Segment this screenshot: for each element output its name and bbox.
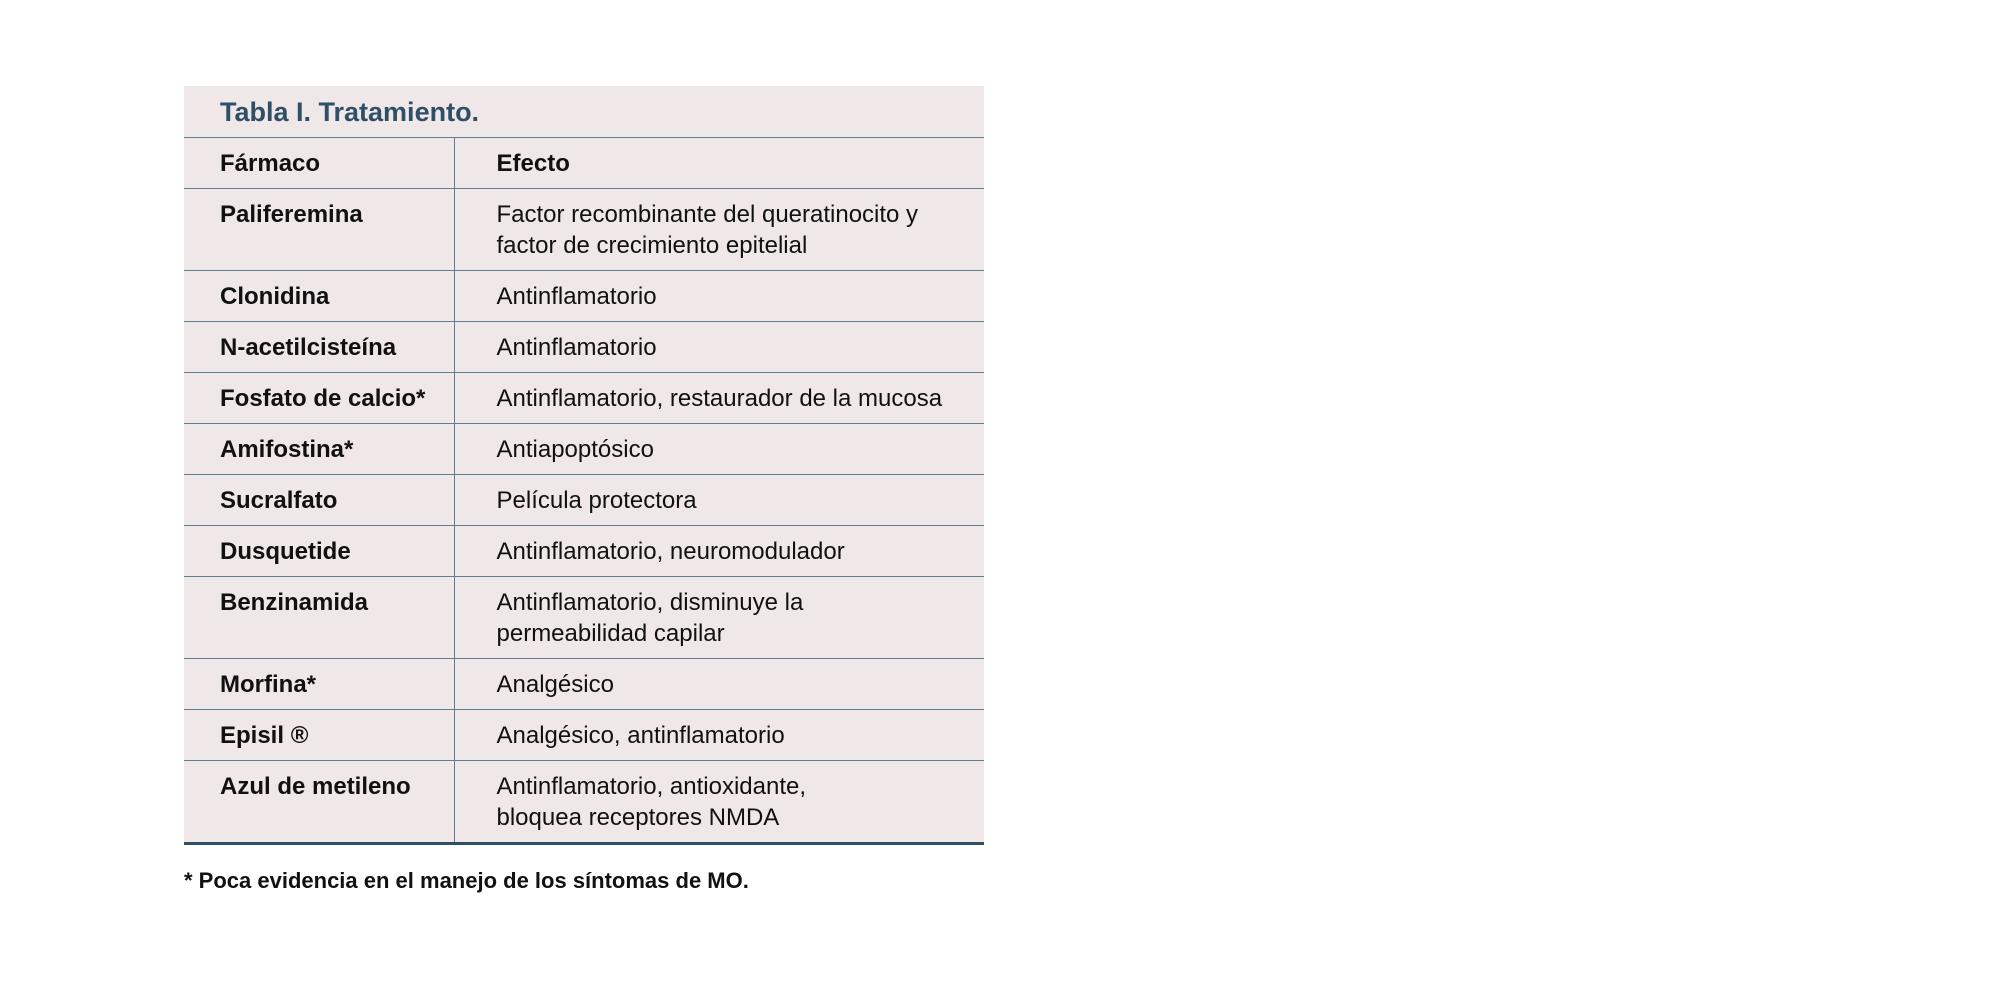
table-row	[184, 761, 984, 844]
drug-cell: Sucralfato	[184, 475, 454, 526]
table-row	[184, 526, 984, 577]
drug-cell: Dusquetide	[184, 526, 454, 577]
treatment-table	[184, 138, 984, 845]
effect-cell: Antiapoptósico	[454, 424, 984, 475]
table-row	[184, 710, 984, 761]
effect-cell: Antinflamatorio, disminuye la permeabilidad capilar	[454, 577, 984, 659]
table-row	[184, 577, 984, 659]
drug-cell: Benzinamida	[184, 577, 454, 659]
effect-cell: Antinflamatorio, restaurador de la mucosa	[454, 373, 984, 424]
drug-cell: Fosfato de calcio*	[184, 373, 454, 424]
effect-cell: Analgésico	[454, 659, 984, 710]
table-title: Tabla I. Tratamiento.	[184, 86, 984, 138]
table-row	[184, 424, 984, 475]
column-header-effect: Efecto	[454, 138, 984, 189]
drug-cell: Morfina*	[184, 659, 454, 710]
table-row	[184, 659, 984, 710]
table-header-row	[184, 138, 984, 189]
table-row	[184, 322, 984, 373]
drug-cell: Amifostina*	[184, 424, 454, 475]
table-row	[184, 475, 984, 526]
effect-cell: Factor recombinante del queratinocito y factor de crecimiento epitelial	[454, 189, 984, 271]
effect-cell: Analgésico, antinflamatorio	[454, 710, 984, 761]
effect-cell: Antinflamatorio, neuromodulador	[454, 526, 984, 577]
effect-cell: Antinflamatorio	[454, 271, 984, 322]
treatment-table-block	[184, 86, 984, 845]
column-header-drug: Fármaco	[184, 138, 454, 189]
effect-cell: Antinflamatorio	[454, 322, 984, 373]
table-row	[184, 271, 984, 322]
table-footnote: * Poca evidencia en el manejo de los síntomas de MO.	[184, 868, 749, 893]
drug-cell: Paliferemina	[184, 189, 454, 271]
drug-cell: Clonidina	[184, 271, 454, 322]
effect-cell: Antinflamatorio, antioxidante, bloquea receptores NMDA	[454, 761, 984, 844]
drug-cell: Episil ®	[184, 710, 454, 761]
table-row	[184, 373, 984, 424]
table-row	[184, 189, 984, 271]
drug-cell: N-acetilcisteína	[184, 322, 454, 373]
drug-cell: Azul de metileno	[184, 761, 454, 844]
effect-cell: Película protectora	[454, 475, 984, 526]
